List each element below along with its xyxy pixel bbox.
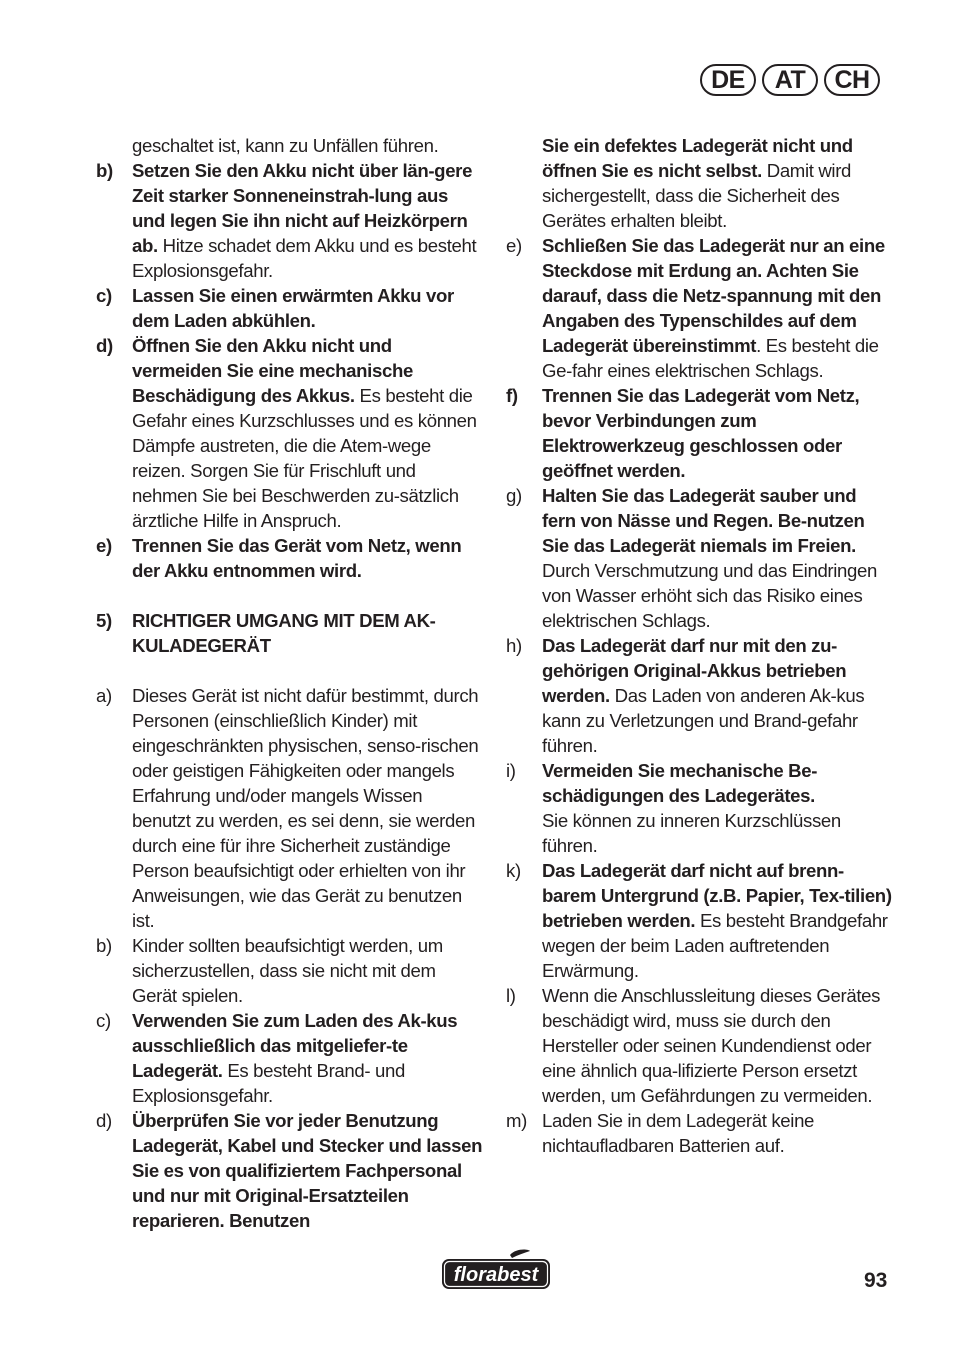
list-item-k: k) Das Ladegerät darf nicht auf brenn-barem Untergrund (z.B. Papier, Tex-tilien) betrieben werden. Es besteht Brandgefahr wegen der beim Laden auftretenden Erwärmung. <box>506 860 892 981</box>
list-item-m: m) Laden Sie in dem Ladegerät keine nichtaufladbaren Batterien auf. <box>506 1110 815 1156</box>
list-item-d2: d) Überprüfen Sie vor jeder Benutzung Ladegerät, Kabel und Stecker und lassen Sie es von qualifiziertem Fachpersonal und nur mit Original-Ersatzteilen reparieren. Benutzen <box>96 1110 483 1231</box>
badge-de: DE <box>700 64 756 96</box>
list-item-i: i) Vermeiden Sie mechanische Be-schädigungen des Ladegerätes. Sie können zu inneren Kurzschlüssen führen. <box>506 760 841 856</box>
list-item-a2: a) Dieses Gerät ist nicht dafür bestimmt, durch Personen (einschließlich Kinder) mit eingeschränkten physischen, senso-rischen oder geistigen Fähigkeiten oder mangels Erfahrung und/oder mangels Wissen benutzt zu werden, es sei denn, sie werden durch eine für ihre Sicherheit zuständige Person beaufsichtigt oder erhielten von ihr Anweisungen, wie das Gerät zu benutzen ist. <box>96 685 479 931</box>
list-item-h: h) Das Ladegerät darf nur mit den zu-gehörigen Original-Akkus betrieben werden. Das Laden von anderen Ak-kus kann zu Verletzungen und Brand-gefahr führen. <box>506 635 865 756</box>
left-column <box>96 133 484 1233</box>
list-item-e: e) Trennen Sie das Gerät vom Netz, wenn der Akku entnommen wird. <box>96 535 462 581</box>
list-item-b: b) Setzen Sie den Akku nicht über län-gere Zeit starker Sonneneinstrah-lung aus und legen Sie ihn nicht auf Heizkörpern ab. Hitze schadet dem Akku und es besteht Explosionsgefahr. <box>96 160 477 281</box>
list-item-b2: b) Kinder sollten beaufsichtigt werden, um sicherzustellen, dass sie nicht mit dem Gerät spielen. <box>96 935 443 1006</box>
section-heading-5: 5) RICHTIGER UMGANG MIT DEM AK-KULADEGERÄT <box>96 610 436 656</box>
badge-at: AT <box>762 64 818 96</box>
continuation-text: Sie ein defektes Ladegerät nicht und öffnen Sie es nicht selbst. Damit wird sichergestellt, dass die Sicherheit des Gerätes erhalten bleibt. <box>542 135 853 231</box>
badge-ch: CH <box>824 64 880 96</box>
list-item-d: d) Öffnen Sie den Akku nicht und vermeiden Sie eine mechanische Beschädigung des Akkus. Es besteht die Gefahr eines Kurzschlusses und es können Dämpfe austreten, die die Atem-wege reizen. Sorgen Sie für Frischluft und nehmen Sie bei Beschwerden zu-sätzlich ärztliche Hilfe in Anspruch. <box>96 335 477 531</box>
florabest-logo <box>440 1249 552 1298</box>
list-item-l: l) Wenn die Anschlussleitung dieses Gerätes beschädigt wird, muss sie durch den Hersteller oder seinen Kundendienst oder eine ähnlich qua-lifizierte Person ersetzt werden, um Gefährdungen zu vermeiden. <box>506 985 881 1106</box>
list-item-f: f) Trennen Sie das Ladegerät vom Netz, bevor Verbindungen zum Elektrowerkzeug geschlossen oder geöffnet werden. <box>506 385 860 481</box>
list-item-g: g) Halten Sie das Ladegerät sauber und fern von Nässe und Regen. Be-nutzen Sie das Ladegerät niemals im Freien. Durch Verschmutzung und das Eindringen von Wasser erhöht sich das Risiko eines elektrischen Schlags. <box>506 485 878 631</box>
page-number: 93 <box>864 1269 888 1292</box>
list-item-e: e) Schließen Sie das Ladegerät nur an eine Steckdose mit Erdung an. Achten Sie darauf, dass die Netz-spannung mit den Angaben des Typenschildes auf dem Ladegerät übereinstimmt. Es besteht die Ge-fahr eines elektrischen Schlags. <box>506 235 885 381</box>
language-badges <box>700 64 880 96</box>
right-column <box>506 133 894 1158</box>
list-item-c: c) Lassen Sie einen erwärmten Akku vor dem Laden abkühlen. <box>96 285 454 331</box>
logo-wordmark: florabest <box>453 1264 539 1286</box>
list-item-c2: c) Verwenden Sie zum Laden des Ak-kus ausschließlich das mitgeliefer-te Ladegerät. Es besteht Brand- und Explosionsgefahr. <box>96 1010 458 1106</box>
continuation-text: geschaltet ist, kann zu Unfällen führen. <box>132 135 439 156</box>
